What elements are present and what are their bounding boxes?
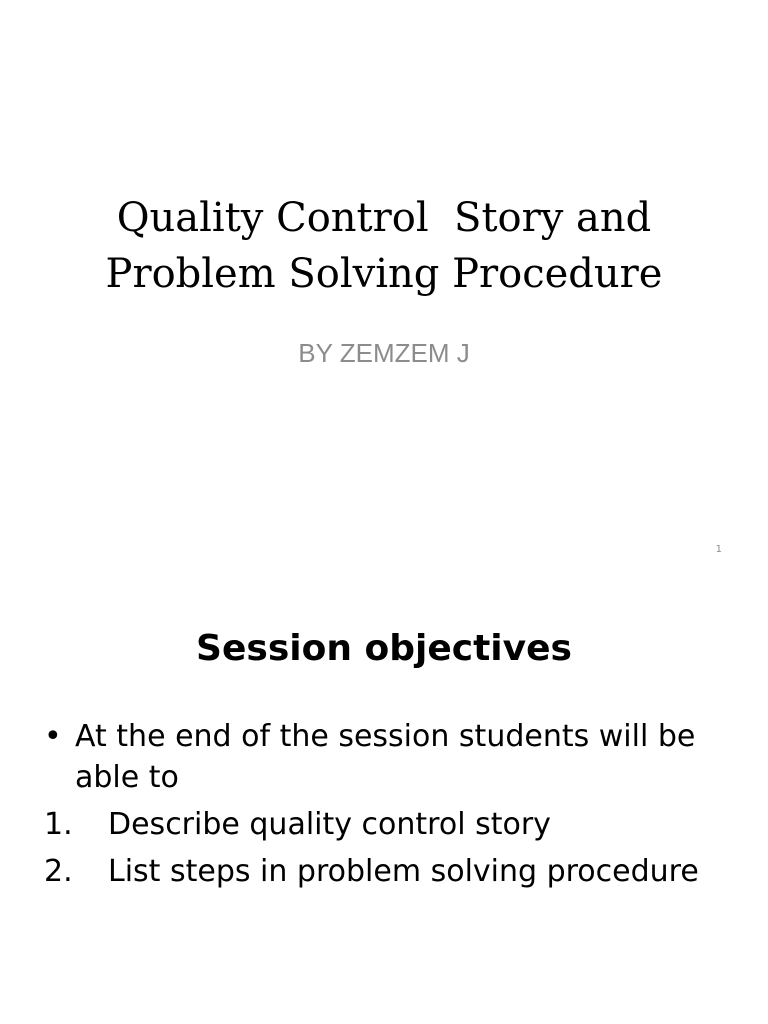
slide-1-title-line-1: Quality Control Story and bbox=[116, 195, 652, 241]
numbered-item-2 bbox=[44, 851, 724, 892]
bullet-item bbox=[44, 716, 724, 798]
numbered-text-2: List steps in problem solving procedure bbox=[108, 854, 699, 889]
slide-1-title-line-2: Problem Solving Procedure bbox=[105, 251, 663, 297]
bullet-marker: • bbox=[44, 719, 62, 754]
slide-1-page-number: 1 bbox=[715, 544, 722, 555]
slide-1-subtitle: BY ZEMZEM J bbox=[298, 338, 470, 368]
slide-2 bbox=[0, 576, 768, 1024]
slide-1-title bbox=[0, 190, 768, 302]
slide-2-content bbox=[44, 716, 724, 898]
slide-2-title: Session objectives bbox=[196, 628, 572, 669]
numbered-marker-1: 1. bbox=[44, 807, 73, 842]
numbered-marker-2: 2. bbox=[44, 854, 73, 889]
bullet-text: At the end of the session students will be able to bbox=[75, 719, 696, 795]
numbered-text-1: Describe quality control story bbox=[108, 807, 551, 842]
numbered-item-1 bbox=[44, 804, 724, 845]
